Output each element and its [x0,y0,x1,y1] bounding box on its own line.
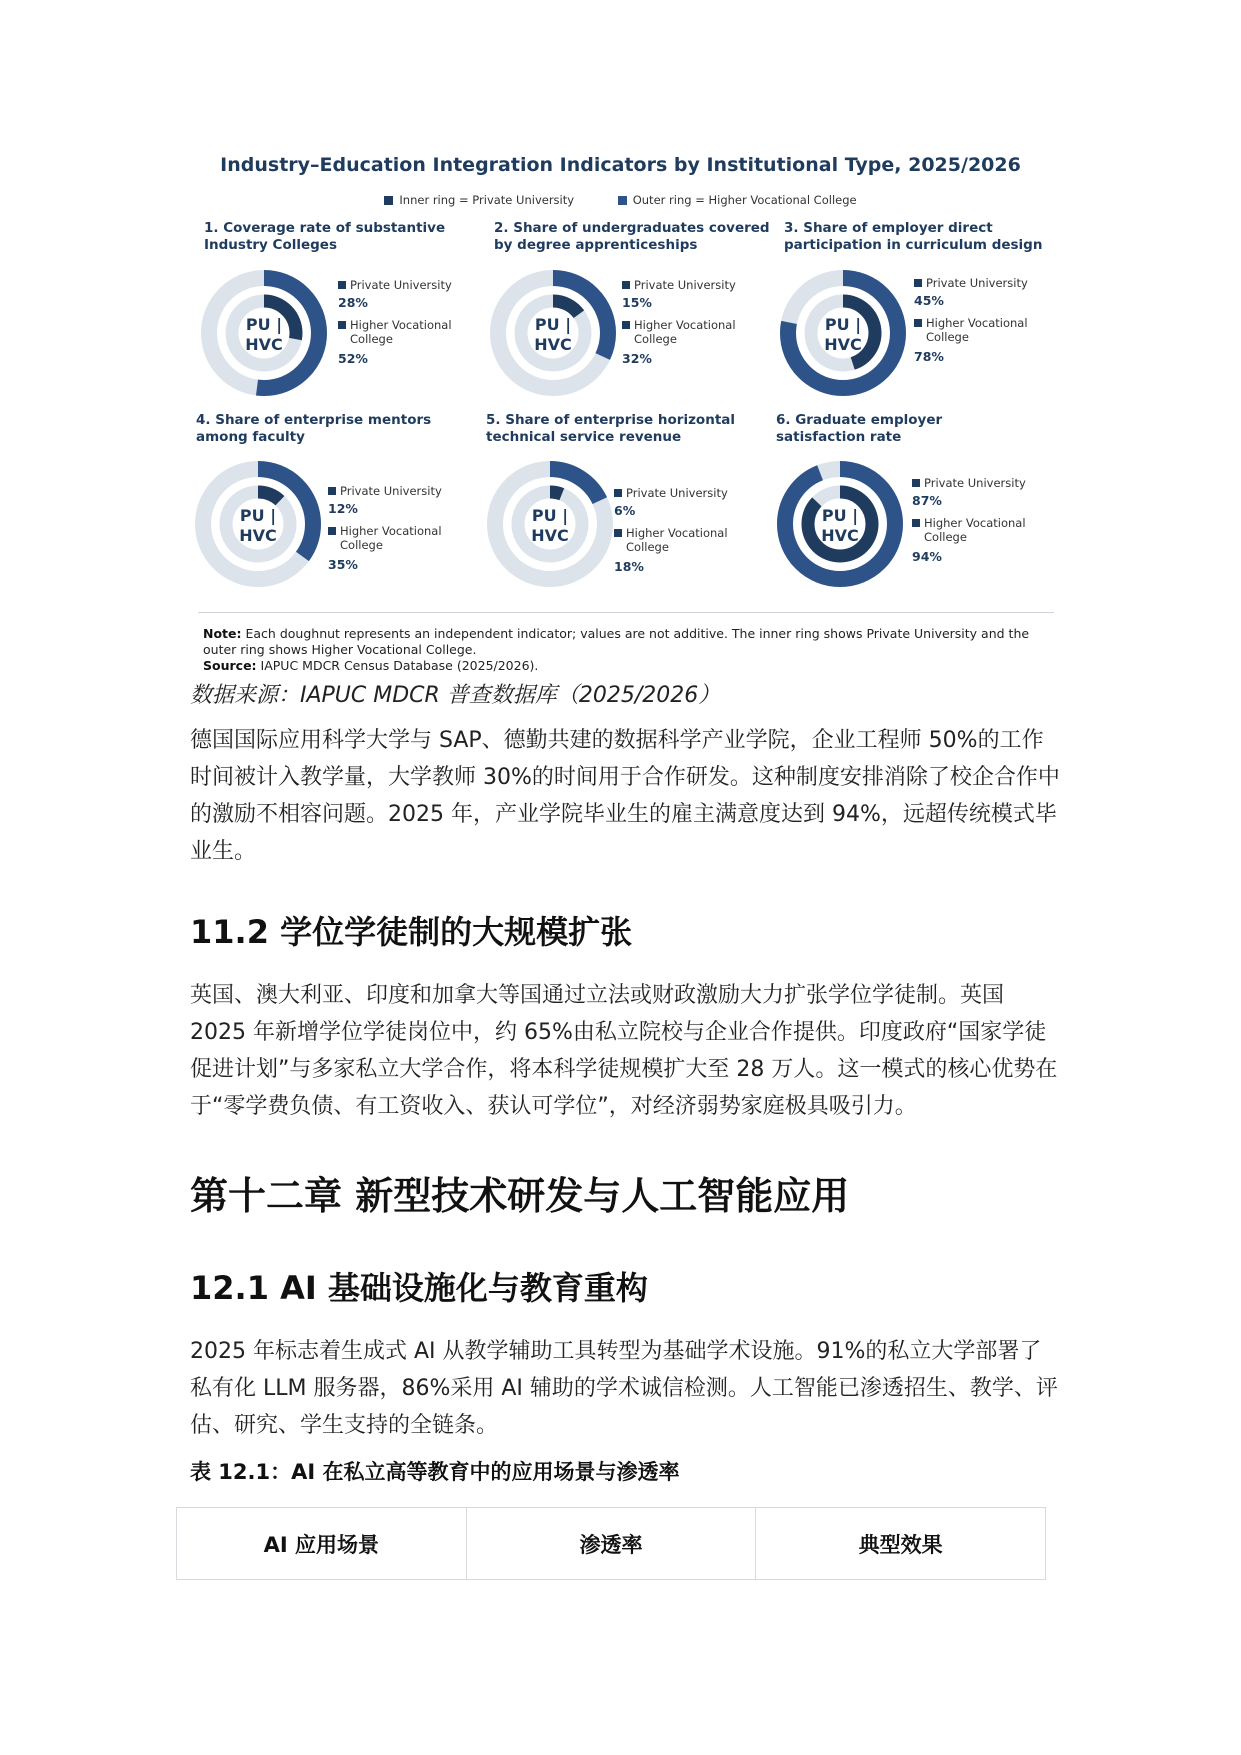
figure-divider [198,612,1054,613]
panel-title-line: 6. Graduate employer [776,412,943,428]
source-text: IAPUC MDCR Census Database (2025/2026). [260,658,539,673]
center-label: PU | [824,315,862,334]
panel-labels-1 [338,278,452,366]
series-inner-label: Private University [614,486,728,500]
series-outer-label: Higher Vocational [338,318,452,332]
series-outer-label: Higher Vocational [912,516,1026,530]
series-inner-label: Private University [622,278,736,292]
series-outer-label: Higher Vocational [614,526,728,540]
series-outer-swatch [338,321,346,329]
table-header-effect: 典型效果 [756,1508,1046,1580]
legend-outer-swatch [618,196,627,205]
section-heading-12-1: 12.1 AI 基础设施化与教育重构 [190,1269,648,1307]
legend-inner [384,193,574,207]
note-label: Note: [203,626,242,641]
series-outer-swatch [614,529,622,537]
panel-title-1 [204,220,445,254]
series-outer-label-line2: College [350,332,393,346]
doughnut-3 [772,262,914,404]
outer-value-label: 94% [912,549,942,564]
outer-value-label: 18% [614,559,644,574]
panel-title-2 [494,220,770,254]
outer-value-label: 78% [914,349,944,364]
center-label: PU | [239,506,277,525]
series-outer-label-line2: College [926,330,969,344]
series-inner-swatch [622,281,630,289]
series-outer-swatch [912,519,920,527]
series-outer-swatch [914,319,922,327]
source-label: Source: [203,658,257,673]
panel-labels-4 [328,484,442,572]
panel-title-line: satisfaction rate [776,429,902,445]
center-label: HVC [239,526,277,545]
series-outer-label: Higher Vocational [914,316,1028,330]
series-outer-swatch [622,321,630,329]
panel-labels-6 [912,476,1026,564]
series-inner-swatch [614,489,622,497]
table-header-row [177,1508,1046,1580]
figure-legend [0,193,1241,207]
series-outer-label-line2: College [340,538,383,552]
inner-value-label: 45% [914,293,944,308]
figure-title: Industry–Education Integration Indicators by Institutional Type, 2025/2026 [220,154,1021,176]
inner-value-label: 87% [912,493,942,508]
paragraph-1: 德国国际应用科学大学与 SAP、德勤共建的数据科学产业学院，企业工程师 50%的工作时间被计入教学量，大学教师 30%的时间用于合作研发。这种制度安排消除了校企合作中的激励不相容问题。2025 年，产业学院毕业生的雇主满意度达到 94%，远超传统模式毕业生。 [190,728,1060,864]
series-outer-label: Higher Vocational [328,524,442,538]
doughnut-5 [479,453,621,595]
series-inner-label: Private University [338,278,452,292]
series-inner-swatch [338,281,346,289]
ai-application-table [176,1507,1046,1580]
series-inner-label: Private University [914,276,1028,290]
panel-title-line: Industry Colleges [204,237,338,253]
center-label: HVC [821,526,859,545]
table-caption: 表 12.1：AI 在私立高等教育中的应用场景与渗透率 [190,1460,680,1484]
inner-value-label: 6% [614,503,636,518]
table-header-penetration: 渗透率 [466,1508,756,1580]
chapter-heading-12: 第十二章 新型技术研发与人工智能应用 [190,1174,850,1218]
panel-title-4 [196,412,431,446]
center-label: HVC [531,526,569,545]
paragraph-3: 2025 年标志着生成式 AI 从教学辅助工具转型为基础学术设施。91%的私立大学部署了私有化 LLM 服务器，86%采用 AI 辅助的学术诚信检测。人工智能已渗透招生、教学、评估、研究、学生支持的全链条。 [190,1339,1058,1438]
center-label: PU | [531,506,569,525]
outer-value-label: 52% [338,351,368,366]
panel-title-6 [776,412,942,446]
panel-labels-5 [614,486,728,574]
paragraph-2: 英国、澳大利亚、印度和加拿大等国通过立法或财政激励大力扩张学位学徒制。英国 2025 年新增学位学徒岗位中，约 65%由私立院校与企业合作提供。印度政府“国家学徒促进计划”与多家私立大学合作，将本科学徒规模扩大至 28 万人。这一模式的核心优势在于“零学费负债、有工资收入、获认可学位”，对经济弱势家庭极具吸引力。 [190,983,1058,1119]
panel-title-line: 5. Share of enterprise horizontal [486,412,736,428]
series-inner-label: Private University [328,484,442,498]
doughnut-6 [769,453,911,595]
series-outer-label-line2: College [924,530,967,544]
figure-caption: 数据来源：IAPUC MDCR 普查数据库（2025/2026） [190,683,721,708]
center-label: HVC [824,335,862,354]
series-outer-label: Higher Vocational [622,318,736,332]
doughnut-4 [187,453,329,595]
panel-title-line: by degree apprenticeships [494,237,698,253]
legend-outer-label: Outer ring = Higher Vocational College [632,193,857,207]
inner-value-label: 12% [328,501,358,516]
panel-title-line: 1. Coverage rate of substantive [204,220,446,236]
inner-value-label: 28% [338,295,368,310]
center-label: HVC [534,335,572,354]
center-label: PU | [534,315,572,334]
panel-title-line: technical service revenue [486,429,682,445]
outer-value-label: 32% [622,351,652,366]
panel-title-line: 3. Share of employer direct [784,220,993,236]
outer-value-label: 35% [328,557,358,572]
series-inner-swatch [914,279,922,287]
series-inner-swatch [912,479,920,487]
center-label: PU | [245,315,283,334]
doughnut-1 [193,262,335,404]
panel-title-line: 4. Share of enterprise mentors [196,412,432,428]
panel-labels-3 [914,276,1028,364]
series-inner-swatch [328,487,336,495]
series-outer-label-line2: College [634,332,677,346]
doughnut-2 [482,262,624,404]
table-header-scenario: AI 应用场景 [177,1508,467,1580]
panel-labels-2 [622,278,736,366]
center-label: HVC [245,335,283,354]
series-inner-label: Private University [912,476,1026,490]
note-text: Each doughnut represents an independent indicator; values are not additive. The inner ring shows Private University and the outer ring shows Higher Vocational College. [203,626,1030,657]
series-outer-swatch [328,527,336,535]
legend-inner-swatch [384,196,393,205]
panel-title-line: 2. Share of undergraduates covered [494,220,770,236]
panel-title-line: participation in curriculum design [784,237,1043,253]
panel-title-3 [784,220,1042,254]
legend-inner-label: Inner ring = Private University [399,193,575,207]
section-heading-11-2: 11.2 学位学徒制的大规模扩张 [190,913,633,951]
inner-value-label: 15% [622,295,652,310]
panel-title-5 [486,412,735,446]
series-outer-label-line2: College [626,540,669,554]
center-label: PU | [821,506,859,525]
panel-title-line: among faculty [196,429,305,445]
legend-outer [618,193,857,207]
figure-note [203,626,1063,674]
